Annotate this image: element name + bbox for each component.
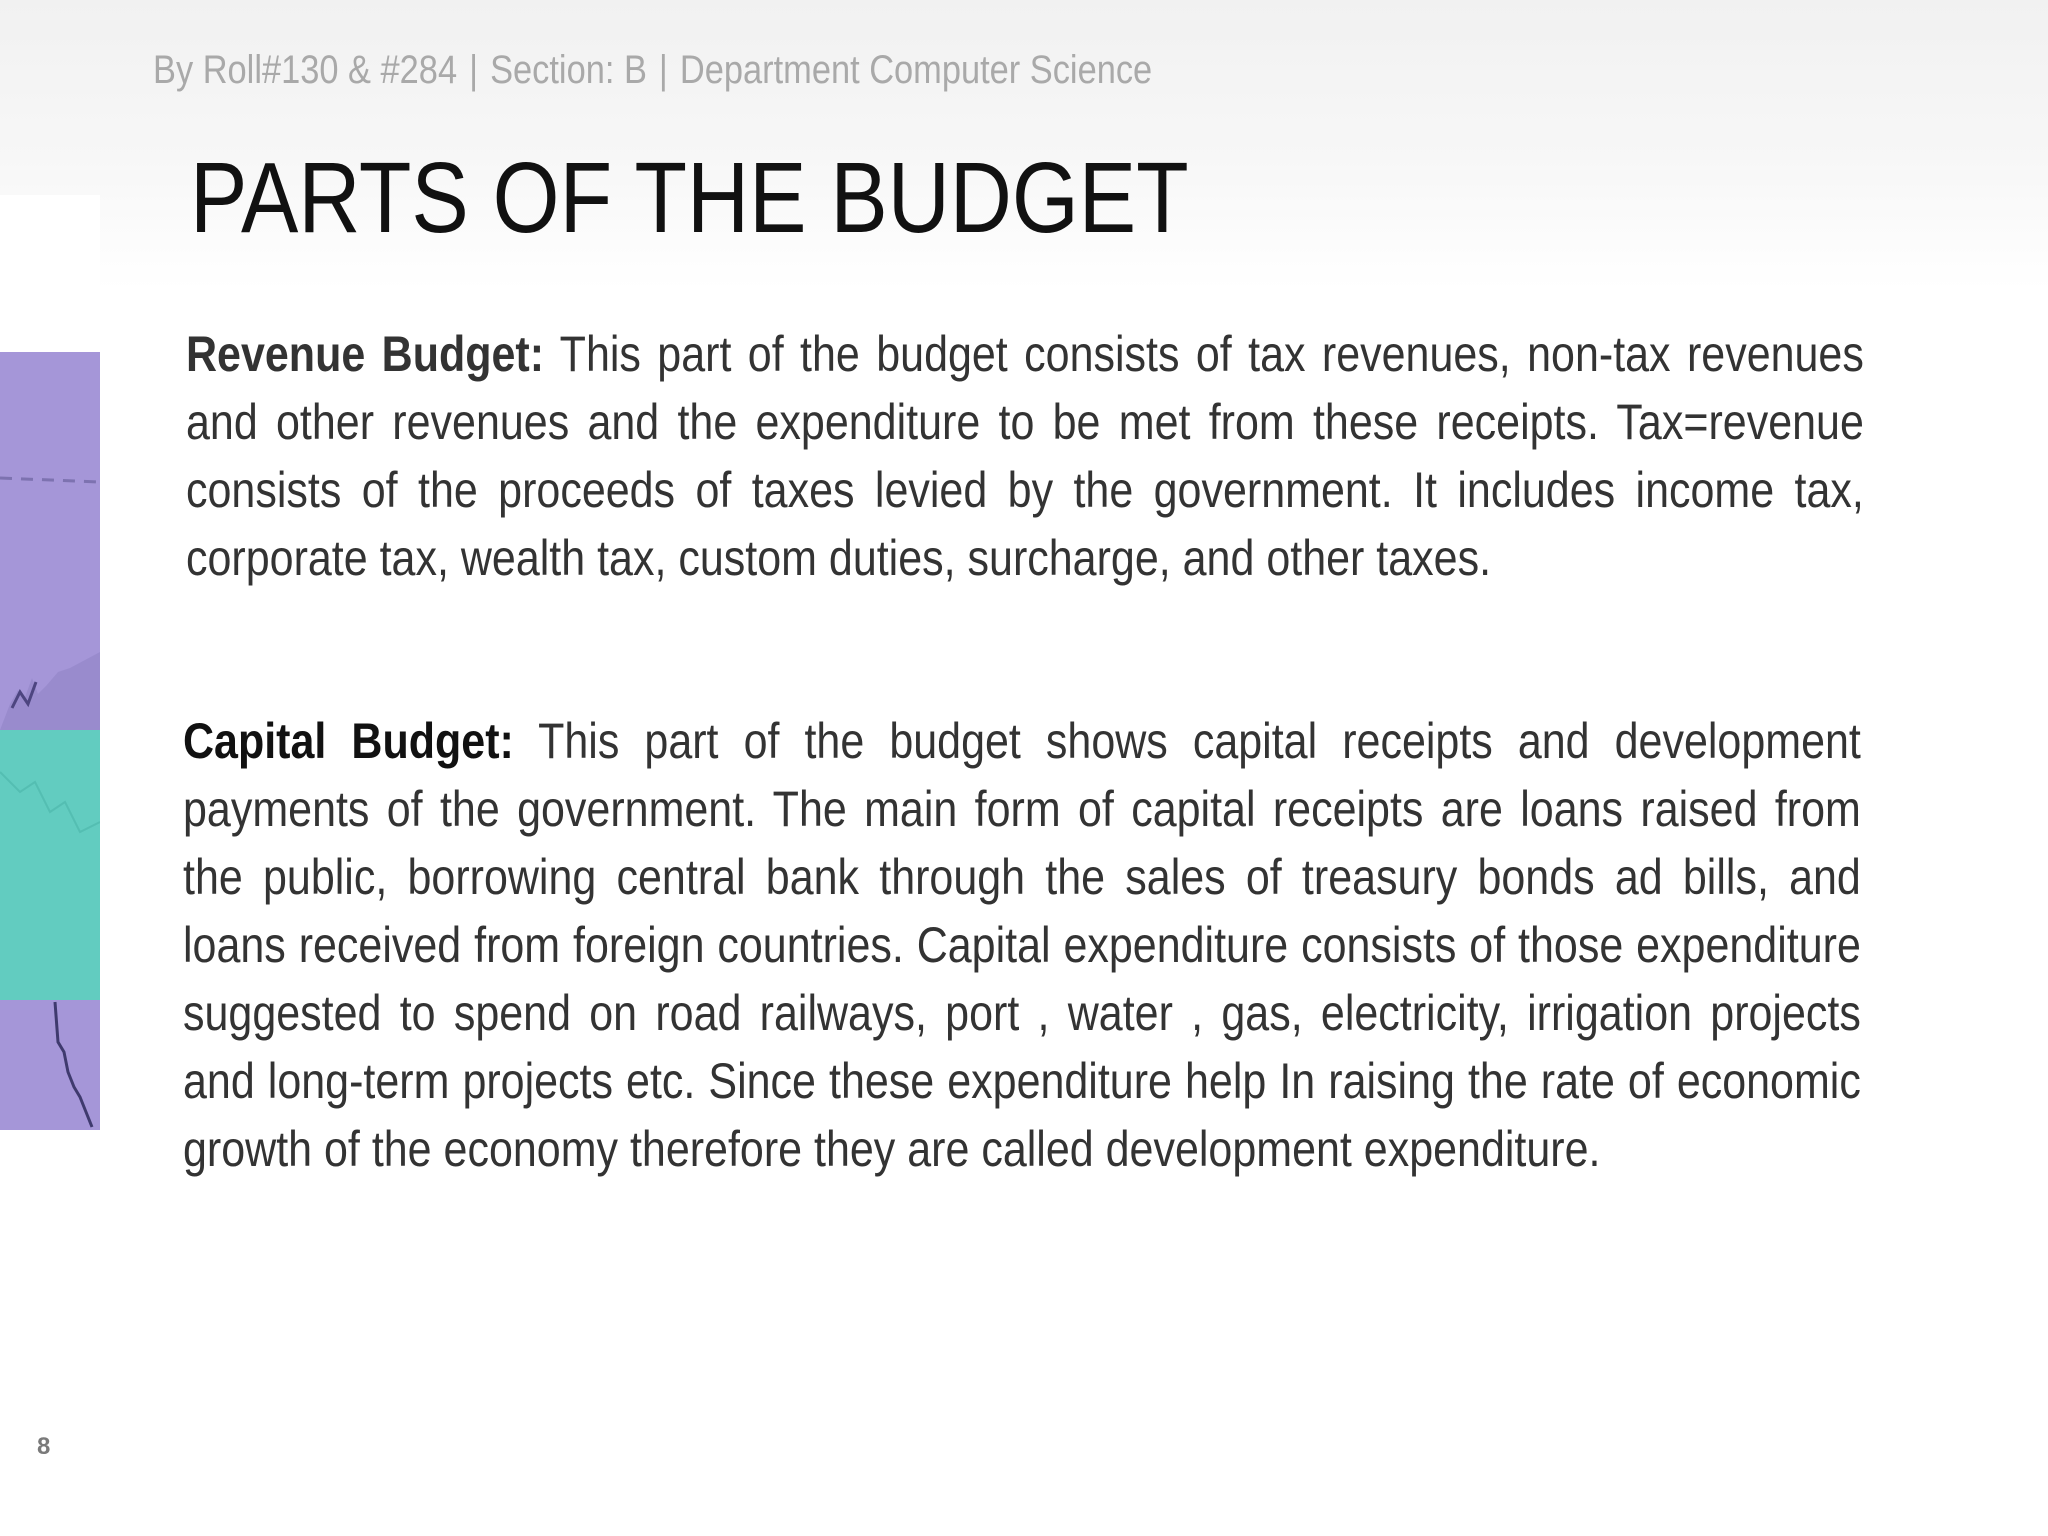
header-byline [153, 48, 1271, 93]
side-image-chart-lines-icon [0, 352, 100, 1130]
revenue-budget-text: This part of the budget consists of tax revenues, non-tax revenues and other revenues and the expenditure to be met from these receipts. Tax=revenue consists of the proceeds of taxes levied by the government. It includes income tax, corporate tax, wealth tax, custom duties, surcharge, and other taxes. [186, 326, 1864, 586]
byline-separator: | [658, 48, 668, 92]
capital-budget-text: This part of the budget shows capital receipts and development payments of the government. The main form of capital receipts are loans raised from the public, borrowing central bank through the sales of treasury bonds ad bills, and loans received from foreign countries. Capital expenditure consists of those expenditure suggested to spend on road railways, port , water , gas, electricity, irrigation projects and long-term projects etc. Since these expenditure help In raising the rate of economic growth of the economy therefore they are called development expenditure. [183, 713, 1861, 1177]
capital-budget-term: Capital Budget: [183, 713, 514, 769]
section-text: Section: B [490, 48, 647, 92]
slide-title: PARTS OF THE BUDGET [190, 142, 1189, 254]
revenue-budget-term: Revenue Budget: [186, 326, 545, 382]
capital-budget-paragraph [183, 707, 1861, 1183]
author-text: By Roll#130 & #284 [153, 48, 458, 92]
page-number: 8 [37, 1433, 51, 1460]
left-white-panel [0, 195, 100, 350]
department-text: Department Computer Science [679, 48, 1153, 92]
revenue-budget-paragraph [186, 320, 1864, 592]
byline-separator: | [469, 48, 479, 92]
decorative-side-image [0, 352, 100, 1130]
